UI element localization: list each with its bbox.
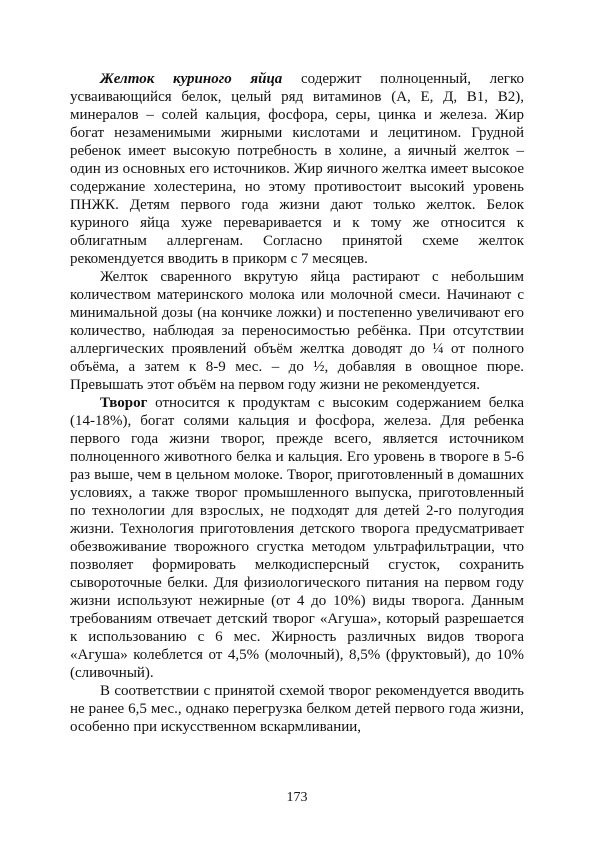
paragraph-egg-yolk [70,70,524,268]
paragraph-text: Желток сваренного вкрутую яйца растирают с небольшим количеством материнского молока или молочной смеси. Начинают с минимальной дозы (на кончике ложки) и постепенно увеличивают его количество, наблюдая за переносимостью ребёнка. При отсутствии аллергических проявлений объём желтка доводят до ¼ от полного объёма, а затем к 8-9 мес. – до ½, добавляя в овощное пюре. Превышать этот объём на первом году жизни не рекомендуется. [70,269,524,393]
paragraph-text: относится к продуктам с высоким содержанием белка (14-18%), богат солями кальция и фосфора, железа. Для ребенка первого года жизни творог, прежде всего, является источником полноценного животного белка и кальция. Его уровень в твороге в 5-6 раз выше, чем в цельном молоке. Творог, приготовленный в домашних условиях, а также творог промышленного выпуска, приготовленный по технологии для взрослых, не подходят для детей 2-го полугодия жизни. Технология приготовления детского творога предусматривает обезвоживание творожного сгустка методом ультрафильтрации, что позволяет формировать мелкодисперсный сгусток, сохранить сывороточные белки. Для физиологического питания на первом году жизни используют нежирные (от 4 до 10%) виды творога. Данным требованиям отвечает детский творог «Агуша», который разрешается к использованию с 6 мес. Жирность различных видов творога «Агуша» колеблется от 4,5% (молочный), 8,5% (фруктовый), до 10%(сливочный). [70,395,524,681]
paragraph-yolk-preparation [70,268,524,394]
page-number: 173 [286,790,308,805]
lead-term-egg-yolk: Желток куриного яйца [100,71,283,87]
paragraph-text: В соответствии с принятой схемой творог рекомендуется вводить не ранее 6,5 мес., однако перегрузка белком детей первого года жизни, особенно при искусственном вскармливании, [70,683,524,735]
lead-term-cottage-cheese: Творог [100,395,148,411]
paragraph-text: содержит полноценный, легко усваивающийся белок, целый ряд витаминов (А, Е, Д, В1, В2), минералов – солей кальция, фосфора, серы, цинка и железа. Жир богат незаменимыми жирными кислотами и лецитином. Грудной ребенок имеет высокую потребность в холине, а яичный желток – один из основных его источников. Жир яичного желтка имеет высокое содержание холестерина, но этому противостоит высокий уровень ПНЖК. Детям первого года жизни дают только желток. Белок куриного яйца хуже переваривается и к тому же относится к облигатным аллергенам. Согласно принятой схеме желток рекомендуется вводить в прикорм с 7 месяцев. [70,71,524,267]
page-body [70,70,524,736]
paragraph-cottage-cheese [70,394,524,682]
paragraph-cottage-cheese-schedule [70,682,524,736]
